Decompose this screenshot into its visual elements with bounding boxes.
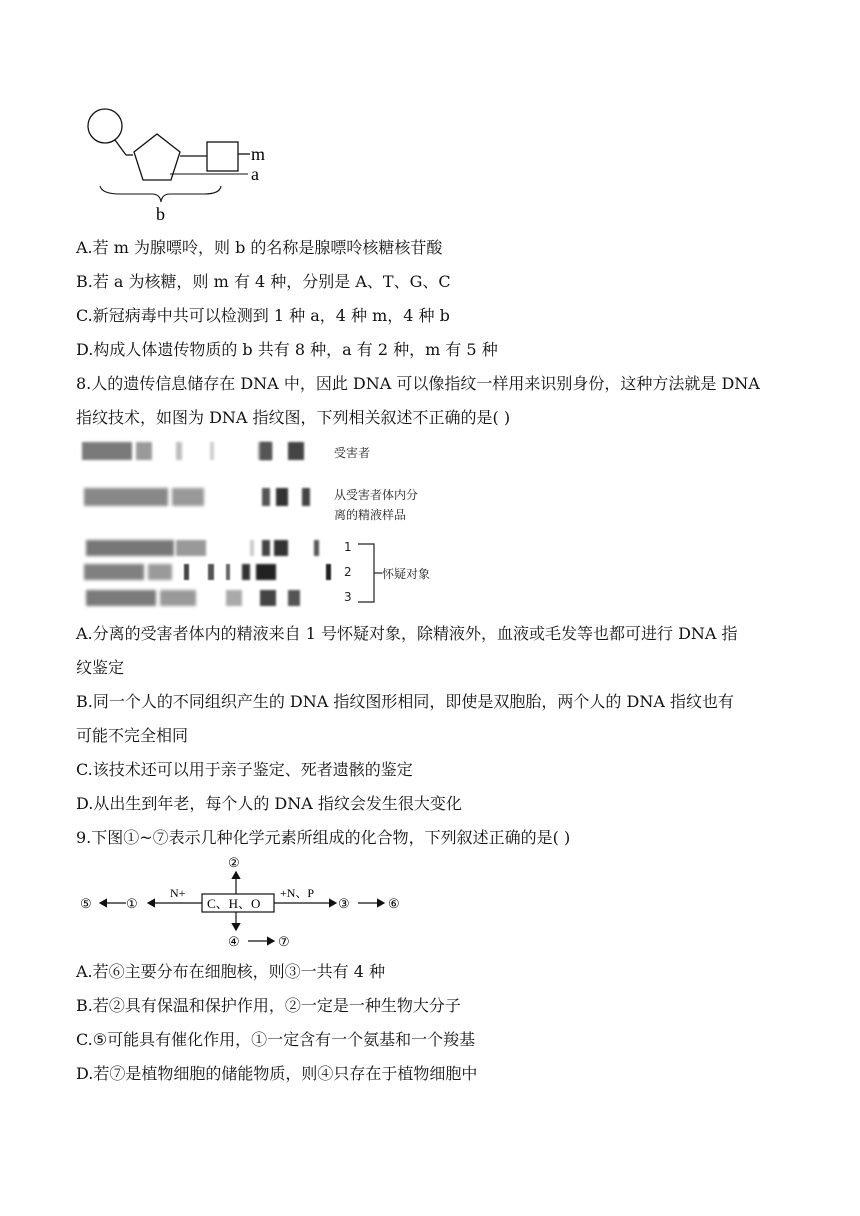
label-a: a: [251, 164, 259, 184]
q9-option-d: D.若⑦是植物细胞的储能物质，则④只存在于植物细胞中: [76, 1064, 478, 1083]
q8-stem-line2: 指纹技术，如图为 DNA 指纹图，下列相关叙述不正确的是( ): [76, 408, 511, 427]
circle-7: ⑦: [278, 934, 290, 949]
circle-1: ①: [126, 896, 138, 911]
q9-option-a: A.若⑥主要分布在细胞核，则③一共有 4 种: [76, 962, 385, 981]
band-suspect3-3: [226, 590, 242, 606]
band-victim-4: [210, 442, 214, 460]
circle-5: ⑤: [80, 896, 92, 911]
band-suspect2-6: [242, 564, 250, 580]
band-sample-4: [276, 488, 288, 506]
band-suspect1-1: [86, 540, 174, 556]
sugar-pentagon: [134, 134, 180, 180]
band-suspect1-4: [262, 540, 270, 556]
band-suspect3-2: [160, 590, 196, 606]
q9-stem: 9.下图①~⑦表示几种化学元素所组成的化合物，下列叙述正确的是( ): [76, 828, 571, 847]
band-sample-1: [84, 488, 168, 506]
label-n-p: +N、P: [280, 886, 315, 900]
q8-option-a-line1: A.分离的受害者体内的精液来自 1 号怀疑对象，除精液外，血液或毛发等也都可进行 DNA 指: [76, 624, 738, 643]
nucleotide-diagram: [80, 104, 280, 226]
q8-option-b-line2: 可能不完全相同: [76, 726, 189, 745]
circle-2: ②: [228, 855, 240, 870]
base-square: [207, 142, 238, 171]
q7-option-c: C.新冠病毒中共可以检测到 1 种 a，4 种 m，4 种 b: [76, 306, 450, 325]
band-victim-6: [260, 442, 272, 460]
label-suspects: 怀疑对象: [382, 567, 431, 581]
circle-4: ④: [228, 934, 240, 949]
q8-stem-line1: 8.人的遗传信息储存在 DNA 中，因此 DNA 可以像指纹一样用来识别身份，这种方法就是 DNA: [76, 374, 760, 393]
label-n-plus: N+: [170, 886, 186, 900]
band-suspect3-4: [260, 590, 276, 606]
band-victim-1: [82, 442, 132, 460]
band-suspect2-3: [184, 564, 189, 580]
compound-diagram: [76, 854, 416, 950]
band-victim-3: [176, 442, 182, 460]
q8-option-d: D.从出生到年老，每个人的 DNA 指纹会发生很大变化: [76, 794, 462, 813]
label-suspect-1: 1: [344, 540, 352, 554]
label-m: m: [251, 144, 266, 164]
circle-3: ③: [338, 896, 350, 911]
q8-option-a-line2: 纹鉴定: [76, 658, 125, 677]
q7-option-b: B.若 a 为核糖，则 m 有 4 种，分别是 A、T、G、C: [76, 272, 451, 291]
band-sample-5: [302, 488, 310, 506]
q7-option-a: A.若 m 为腺嘌呤，则 b 的名称是腺嘌呤核糖核苷酸: [76, 238, 443, 257]
center-label: C、H、O: [207, 896, 261, 911]
band-sample-3: [262, 488, 270, 506]
label-sample-line2: 离的精液样品: [334, 508, 407, 522]
band-suspect3-1: [86, 590, 156, 606]
label-suspect-2: 2: [344, 565, 352, 579]
band-suspect1-2: [176, 540, 206, 556]
band-victim-7: [288, 442, 304, 460]
dna-fingerprint-figure: [76, 432, 456, 610]
q7-option-d: D.构成人体遗传物质的 b 共有 8 种，a 有 2 种，m 有 5 种: [76, 340, 498, 359]
band-suspect1-5: [274, 540, 288, 556]
q8-option-c: C.该技术还可以用于亲子鉴定、死者遗骸的鉴定: [76, 760, 413, 779]
phosphate-circle: [88, 109, 122, 143]
band-suspect2-7: [256, 564, 276, 580]
band-suspect2-4: [208, 564, 214, 580]
band-sample-2: [172, 488, 204, 506]
brace-b: [100, 186, 221, 202]
label-victim: 受害者: [334, 446, 371, 460]
band-suspect1-6: [314, 540, 319, 556]
label-b: b: [156, 204, 165, 224]
band-suspect2-5: [226, 564, 230, 580]
band-suspect3-5: [288, 590, 300, 606]
band-suspect1-3: [250, 540, 254, 556]
label-suspect-3: 3: [344, 590, 352, 604]
q9-option-b: B.若②具有保温和保护作用，②一定是一种生物大分子: [76, 996, 461, 1015]
band-victim-2: [136, 442, 152, 460]
q9-option-c: C.⑤可能具有催化作用，①一定含有一个氨基和一个羧基: [76, 1030, 476, 1049]
band-suspect2-2: [148, 564, 172, 580]
band-suspect2-1: [84, 564, 144, 580]
circle-6: ⑥: [388, 896, 400, 911]
label-sample-line1: 从受害者体内分: [334, 488, 419, 502]
band-suspect2-8: [326, 564, 331, 580]
q8-option-b-line1: B.同一个人的不同组织产生的 DNA 指纹图形相同，即使是双胞胎，两个人的 DNA 指纹也有: [76, 692, 734, 711]
